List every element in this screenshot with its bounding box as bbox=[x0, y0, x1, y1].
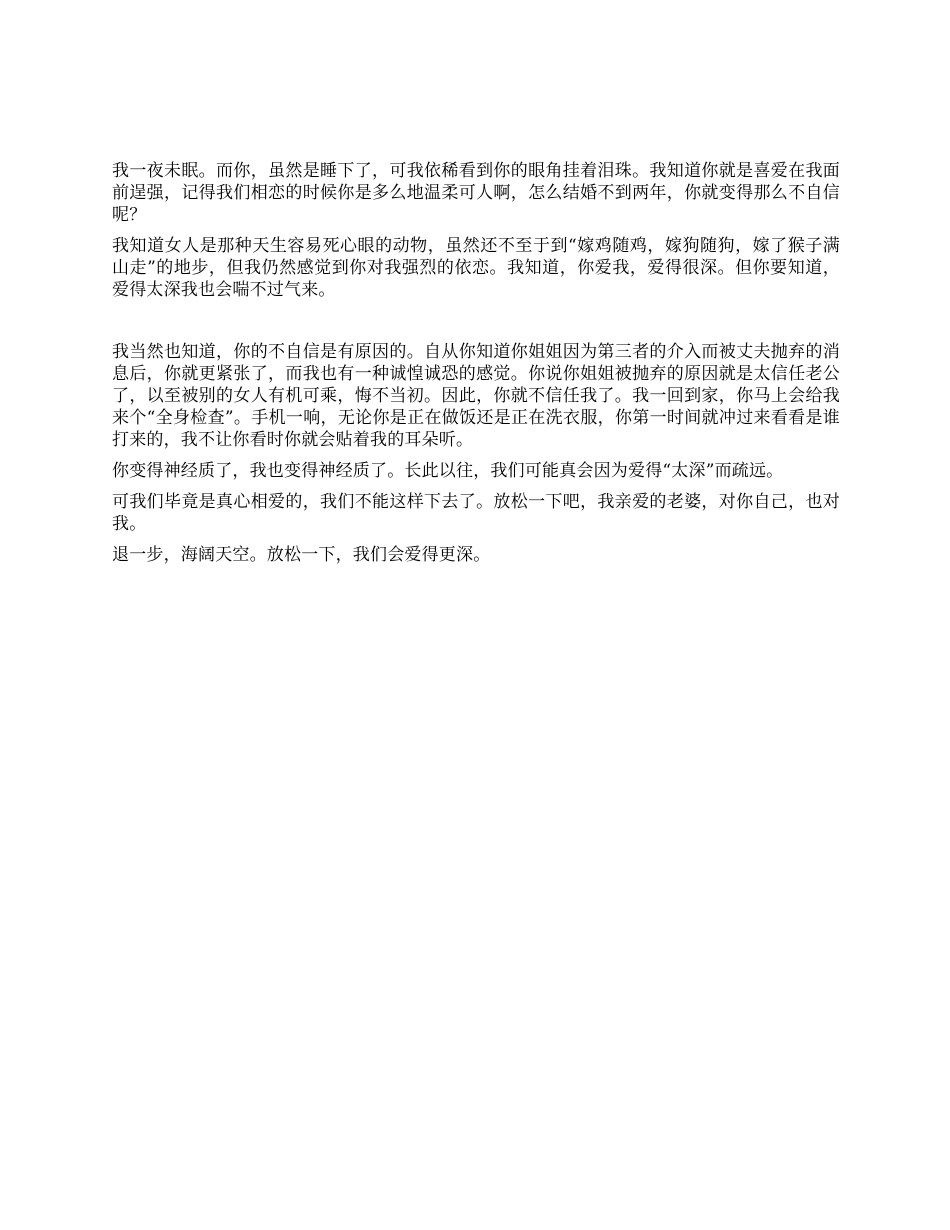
paragraph-5: 可我们毕竟是真心相爱的，我们不能这样下去了。放松一下吧，我亲爱的老婆，对你自己，也对我。 bbox=[112, 492, 840, 534]
paragraph-4: 你变得神经质了，我也变得神经质了。长此以往，我们可能真会因为爱得“太深”而疏远。 bbox=[112, 461, 784, 481]
document-body bbox=[112, 160, 840, 566]
paragraph-6: 退一步，海阔天空。放松一下，我们会爱得更深。 bbox=[112, 545, 491, 565]
paragraph-spacer bbox=[112, 451, 840, 460]
paragraph-1: 我一夜未眠。而你，虽然是睡下了，可我依稀看到你的眼角挂着泪珠。我知道你就是喜爱在我面前逞强，记得我们相恋的时候你是多么地温柔可人啊，怎么结婚不到两年，你就变得那么不自信呢？ bbox=[112, 161, 840, 225]
paragraph-spacer bbox=[112, 482, 840, 491]
paragraph-spacer bbox=[112, 535, 840, 544]
section-spacer bbox=[112, 301, 840, 341]
paragraph-3: 我当然也知道，你的不自信是有原因的。自从你知道你姐姐因为第三者的介入而被丈夫抛弃的消息后，你就更紧张了，而我也有一种诚惶诚恐的感觉。你说你姐姐被抛弃的原因就是太信任老公了，以至被别的女人有机可乘，悔不当初。因此，你就不信任我了。我一回到家，你马上会给我来个“全身检查”。手机一响，无论你是正在做饭还是正在洗衣服，你第一时间就冲过来看看是谁打来的，我不让你看时你就会贴着我的耳朵听。 bbox=[112, 342, 840, 450]
paragraph-2: 我知道女人是那种天生容易死心眼的动物，虽然还不至于到“嫁鸡随鸡，嫁狗随狗，嫁了猴子满山走”的地步，但我仍然感觉到你对我强烈的依恋。我知道，你爱我，爱得很深。但你要知道，爱得太深我也会喘不过气来。 bbox=[112, 236, 840, 300]
paragraph-spacer bbox=[112, 226, 840, 235]
